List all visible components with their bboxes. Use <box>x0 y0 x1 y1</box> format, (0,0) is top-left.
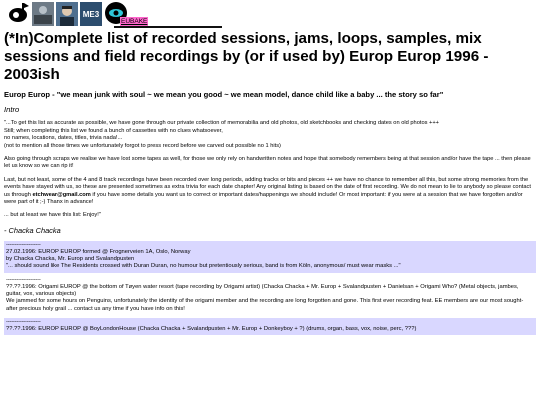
me3-logo-text: ME3 <box>82 10 100 19</box>
photo-thumbnail-icon[interactable] <box>32 1 54 26</box>
intro-text: if you have some details you want us to correct or important dates/happenings we should include! Or most important: if you were at a session that we have forgotten and/or were part of it ;-) Thanx in advance! <box>4 191 523 206</box>
top-nav <box>4 0 536 30</box>
intro-line: no names, locations, dates, titles, trivia nada!... <box>4 135 123 142</box>
music-note-icon[interactable] <box>8 1 30 26</box>
entry-row: ??.??.1996: EUROP EUROP @ BoyLondonHouse (Chacka Chacka + Svalandpusten + Mr. Europ + Donkeyboy + ?) (drums, organ, bass, vox, noise, perc, ???) <box>6 325 417 332</box>
intro-line: (not to mention all those times we unfortunately forgot to press record before we carved out possible no 1 hits) <box>4 142 281 149</box>
page-title: (*In)Complete list of recorded sessions, jams, loops, samples, mix sessions and field recordings by (or if used by) Europ Europ 1996 - 2003ish <box>4 30 489 83</box>
intro-paragraph-2: Also going through scraps we realise we have lost some tapes as well, for those we only rely on handwritten notes and hope that somebody remembers being at that session and/or have the tape ... then please let us know so we can rip it! <box>4 156 531 170</box>
entry-separator: -------------------- <box>6 318 41 325</box>
nav-divider <box>114 26 222 28</box>
entry-separator: -------------------- <box>6 276 41 283</box>
lead-paragraph: Europ Europ - "we mean junk with soul ~ we mean you good ~ we mean model, dance child like a baby ... the story so far" <box>4 90 444 99</box>
eubake-link[interactable]: EUBAKE <box>121 18 148 25</box>
intro-line: "...To get this list as accurate as possible, we have gone through our private collection of memorabilia and old photos, old sketchbooks and checking dates on old photos +++ <box>4 120 440 127</box>
session-entry <box>4 318 536 335</box>
intro-paragraph-4: ... but at least we have this list: Enjoy!" <box>4 212 101 219</box>
session-entry <box>4 241 536 273</box>
me3-logo-icon[interactable] <box>80 1 102 26</box>
intro-section <box>4 120 536 219</box>
portrait-thumbnail-icon[interactable] <box>56 1 78 26</box>
entry-row: ??.??.1996: Origami EUROP @ the bottom of Tøyen water resort (tape recording by Origami artist) (Chacka Chacka + Mr. Europ + Svalandpusten + Danielsan + Origami Who? (Metal objects, jambes, guitar, vox, various objects) <box>6 283 519 298</box>
entry-row: by Chacka Chacka, Mr. Europ and Svalandpusten <box>6 256 135 263</box>
session-entry <box>4 276 536 315</box>
entry-row: "... should sound like The Residents crossed with Duran Duran, no humour but pretentiously serious, band is from Köln, anonymous/ must wear masks ..." <box>6 263 401 270</box>
contact-email[interactable]: etchwear@gmail.com <box>32 191 91 198</box>
entry-row: We jammed for some hours on Penguins, unfortunately the identity of the origami member and the recording are long forgotten and gone. This first ever recording feat. EE members are our most sought-after precious holy grail ... contact us any time if you have info on this! <box>6 298 524 312</box>
intro-paragraph-1 <box>4 120 536 150</box>
section-title-intro: Intro <box>4 105 20 115</box>
signoff: - Chacka Chacka <box>4 225 61 235</box>
intro-text: Last, but not least, some of the 4 and 8 track recordings have been recorded over long periods, adding tracks or bits and pieces ++ we have no chance to remember all this, but some strong memories from the events have stayed with us, so these are presented sometimes as extra trivia for each date chapter! Any original listing is based on the date of first recording. We do not mean to lie to anybody so please contact us through <box>4 176 531 198</box>
entry-row: 27.02.1996: EUROP EUROP formed @ Frognerveien 1A, Oslo, Norway <box>6 249 191 256</box>
intro-paragraph-3 <box>4 177 536 207</box>
intro-line: Still; when completing this list we found a bunch of cassettes with no clues whatsoever, <box>4 127 223 134</box>
entry-separator: -------------------- <box>6 241 41 248</box>
